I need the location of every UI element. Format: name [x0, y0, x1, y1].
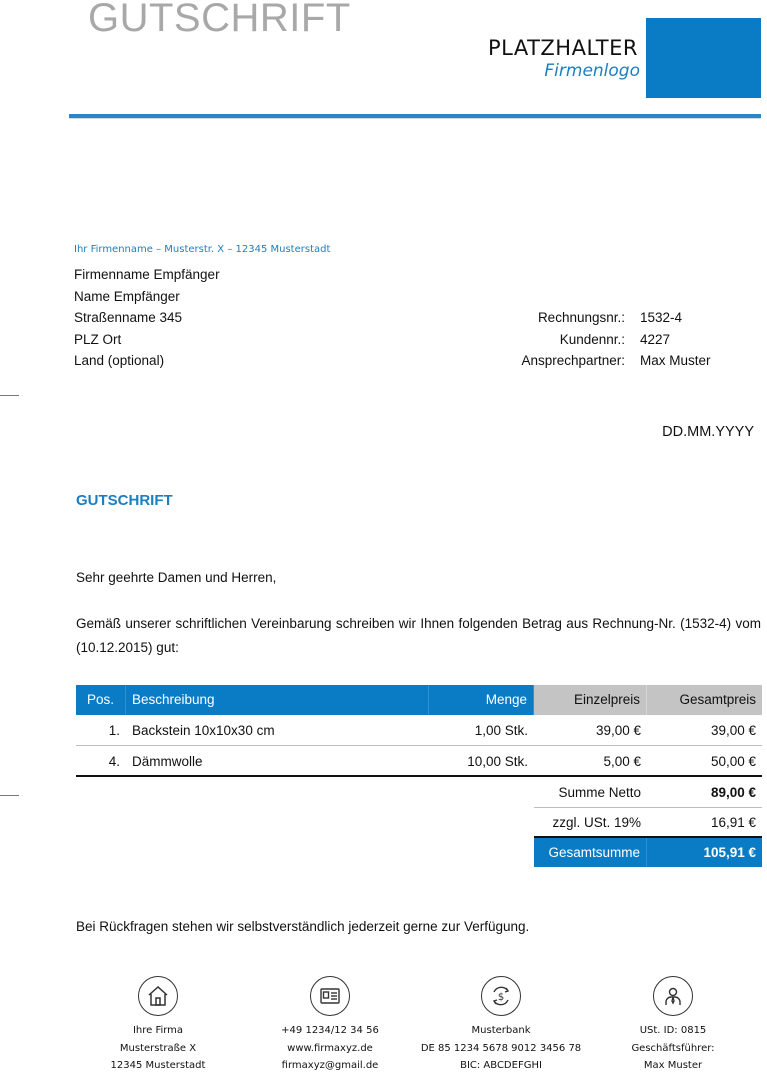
- header-unit-price: Einzelpreis: [534, 685, 647, 715]
- total-label: Gesamtsumme: [534, 838, 647, 867]
- table-header: [76, 685, 762, 715]
- meta-value: 1532-4: [640, 310, 683, 325]
- summary-net-row: [534, 778, 762, 808]
- meta-label: Rechnungsnr.:: [537, 310, 625, 325]
- net-value: 89,00 €: [710, 785, 756, 800]
- cell-total-price: 50,00 €: [710, 754, 756, 769]
- footer-legal: [583, 1022, 763, 1072]
- recipient-line: PLZ Ort: [74, 331, 122, 347]
- meta-value: 4227: [640, 331, 671, 347]
- footer-company: [68, 1022, 248, 1072]
- table-row: [76, 746, 762, 777]
- footer-line: 12345 Musterstadt: [110, 1060, 206, 1071]
- summary-total-row: [534, 838, 762, 867]
- recipient-line: Land (optional): [74, 353, 165, 368]
- header-total-price: Gesamtpreis: [647, 685, 762, 715]
- meta-row: [500, 350, 740, 372]
- footer-line: Max Muster: [643, 1060, 703, 1071]
- cell-total-price: 39,00 €: [710, 723, 756, 738]
- footer-line: Musterstraße X: [119, 1042, 197, 1054]
- salutation: Sehr geehrte Damen und Herren,: [76, 570, 277, 585]
- closing-paragraph: Bei Rückfragen stehen wir selbstverständlich jederzeit gerne zur Verfügung.: [76, 919, 530, 934]
- footer-line: BIC: ABCDEFGHI: [460, 1060, 542, 1071]
- footer-line: USt. ID: 0815: [639, 1025, 707, 1036]
- summary-table: [534, 778, 762, 867]
- invoice-meta: [500, 307, 740, 372]
- sender-return-address: Ihr Firmenname – Musterstr. X – 12345 Musterstadt: [74, 244, 331, 255]
- document-title: GUTSCHRIFT: [88, 0, 351, 40]
- svg-text:$: $: [497, 992, 505, 1003]
- vat-label: zzgl. USt. 19%: [552, 815, 641, 830]
- fold-mark-top: [0, 395, 19, 396]
- cell-pos: 4.: [108, 754, 120, 769]
- header-divider-shadow: [69, 118, 761, 119]
- summary-vat-row: [534, 808, 762, 838]
- header-description: Beschreibung: [126, 685, 429, 715]
- meta-label: Kundennr.:: [559, 331, 625, 347]
- document-date: DD.MM.YYYY: [662, 424, 754, 440]
- footer-line: +49 1234/12 34 56: [281, 1025, 379, 1036]
- items-table: [76, 685, 762, 777]
- vat-value: 16,91 €: [710, 815, 756, 830]
- cell-description: Dämmwolle: [132, 754, 203, 769]
- header-pos: Pos.: [76, 685, 126, 715]
- recipient-line: Straßenname 345: [74, 310, 183, 325]
- table-row: [76, 715, 762, 746]
- id-card-icon: [310, 976, 350, 1016]
- money-exchange-icon: [481, 976, 521, 1016]
- footer-line: Geschäftsführer:: [631, 1042, 715, 1054]
- total-value: 105,91 €: [703, 845, 756, 860]
- cell-quantity: 10,00 Stk.: [467, 754, 528, 769]
- meta-row: [500, 329, 740, 351]
- cell-unit-price: 39,00 €: [595, 723, 641, 738]
- footer-line: Musterbank: [471, 1025, 531, 1036]
- meta-value: Max Muster: [640, 353, 711, 368]
- logo-box: [646, 18, 761, 98]
- net-label: Summe Netto: [558, 785, 641, 800]
- cell-pos: 1.: [108, 723, 120, 738]
- house-icon: [138, 976, 178, 1016]
- footer-line: DE 85 1234 5678 9012 3456 78: [420, 1042, 582, 1054]
- meta-row: [500, 307, 740, 329]
- logo-subtitle: Firmenlogo: [544, 61, 640, 81]
- meta-label: Ansprechpartner:: [521, 353, 625, 368]
- recipient-line: Firmenname Empfänger: [74, 267, 220, 282]
- cell-description: Backstein 10x10x30 cm: [132, 723, 275, 738]
- manager-icon: [653, 976, 693, 1016]
- footer-bank: [411, 1022, 591, 1072]
- cell-quantity: 1,00 Stk.: [474, 723, 528, 738]
- logo-placeholder-text: PLATZHALTER: [488, 36, 638, 60]
- body-paragraph: Gemäß unserer schriftlichen Vereinbarung schreiben wir Ihnen folgenden Betrag aus Rechnung-Nr. (1532-4) vom (10.12.2015) gut:: [76, 616, 761, 655]
- footer-line: Ihre Firma: [132, 1025, 184, 1036]
- footer-contact: [240, 1022, 420, 1072]
- recipient-line: Name Empfänger: [74, 288, 180, 304]
- subject-heading: GUTSCHRIFT: [76, 492, 173, 509]
- footer-line: firmaxyz@gmail.de: [281, 1060, 379, 1071]
- header-quantity: Menge: [429, 685, 534, 715]
- recipient-address: [74, 264, 220, 372]
- cell-unit-price: 5,00 €: [603, 754, 641, 769]
- footer-line: www.firmaxyz.de: [287, 1042, 373, 1054]
- fold-mark-bottom: [0, 795, 19, 796]
